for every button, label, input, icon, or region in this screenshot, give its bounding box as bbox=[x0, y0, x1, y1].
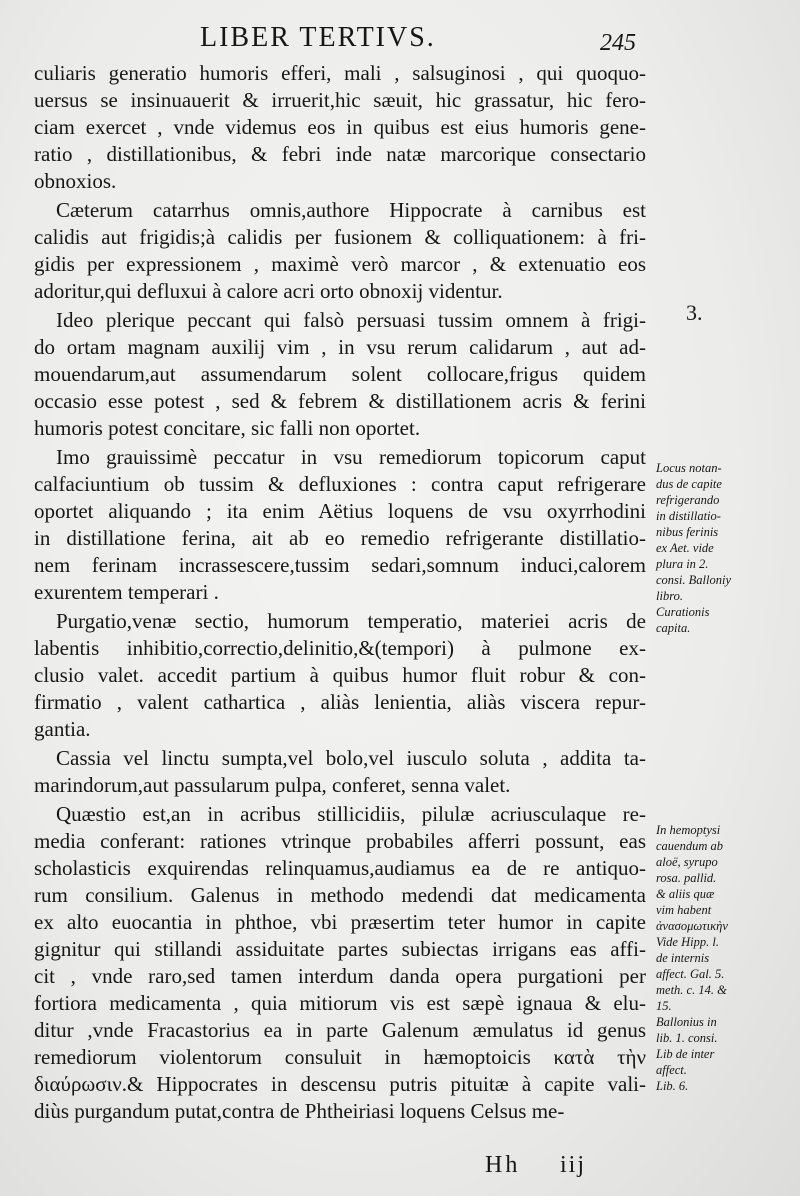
text-line: calidis aut frigidis;à calidis per fusionem & colliquationem: à fri- bbox=[34, 225, 646, 249]
text-line: humoris potest concitare, sic falli non oportet. bbox=[34, 416, 421, 440]
text-line: exurentem temperari . bbox=[34, 580, 219, 604]
margin-note-line: capita. bbox=[656, 621, 691, 635]
margin-note-line: Vide Hipp. l. bbox=[656, 935, 719, 949]
text-line: Quæstio est,an in acribus stillicidiis, pilulæ acriusculaque re- bbox=[56, 802, 646, 826]
margin-note-line: affect. bbox=[656, 1063, 687, 1077]
text-line: labentis inhibitio,correctio,delinitio,&(tempori) à pulmone ex- bbox=[34, 636, 646, 660]
text-line: culiaris generatio humoris efferi, mali , salsuginosi , qui quoquo- bbox=[34, 61, 646, 85]
text-line: nem ferinam incrassescere,tussim sedari,somnum induci,calorem bbox=[34, 553, 646, 577]
margin-note-line: consi. Balloniy bbox=[656, 573, 731, 587]
text-line: ditur ,vnde Fracastorius ea in parte Galenum æmulatus id genus bbox=[34, 1018, 646, 1042]
page-number: 245 bbox=[600, 30, 636, 56]
text-line: uersus se insinuauerit & irruerit,hic sæuit, hic grassatur, hic fero- bbox=[34, 88, 646, 112]
text-line: Cæterum catarrhus omnis,authore Hippocrate à carnibus est bbox=[56, 198, 646, 222]
margin-note-line: lib. 1. consi. bbox=[656, 1031, 718, 1045]
margin-note-line: refrigerando bbox=[656, 493, 720, 507]
text-line: Cassia vel linctu sumpta,vel bolo,vel iusculo soluta , addita ta- bbox=[56, 746, 646, 770]
margin-note-line: meth. c. 14. & bbox=[656, 983, 727, 997]
main-text-column bbox=[34, 60, 646, 1127]
margin-note-line: Lib. 6. bbox=[656, 1079, 689, 1093]
paragraph bbox=[34, 444, 646, 606]
text-line: remediorum violentorum consuluit in hæmoptoicis κατὰ τὴν bbox=[34, 1045, 646, 1069]
margin-note-line: dus de capite bbox=[656, 477, 722, 491]
margin-note-line: aloë, syrupo bbox=[656, 855, 718, 869]
text-line: adoritur,qui defluxui à calore acri orto obnoxij videntur. bbox=[34, 279, 503, 303]
margin-note-line: In hemoptysi bbox=[656, 823, 721, 837]
text-line: do ortam magnam auxilij vim , in vsu rerum calidarum , aut ad- bbox=[34, 335, 646, 359]
margin-note-line: Locus notan- bbox=[656, 461, 722, 475]
margin-note-line: 15. bbox=[656, 999, 672, 1013]
text-line: fortiora medicamenta , quia mitiorum vis est sæpè ignaua & elu- bbox=[34, 991, 646, 1015]
text-line: firmatio , valent cathartica , aliàs lenientia, aliàs viscera repur- bbox=[34, 690, 646, 714]
running-title: LIBER TERTIVS. bbox=[200, 22, 436, 53]
text-line: ratio , distillationibus, & febri inde natæ marcorique consectario bbox=[34, 142, 646, 166]
margin-note-line: & aliis quæ bbox=[656, 887, 715, 901]
text-line: rum consilium. Galenus in methodo medendi dat medicamenta bbox=[34, 883, 646, 907]
text-line: scholasticis exquirendas relinquamus,audiamus ea de re antiquo- bbox=[34, 856, 646, 880]
text-line: clusio valet. accedit partium à quibus humor fluit robur & con- bbox=[34, 663, 646, 687]
text-line: occasio esse potest , sed & febrem & distillationem acris & ferini bbox=[34, 389, 646, 413]
text-line: diùs purgandum putat,contra de Phtheiriasi loquens Celsus me- bbox=[34, 1099, 565, 1123]
signature-number: iij bbox=[560, 1152, 587, 1178]
margin-note-line: vim habent bbox=[656, 903, 712, 917]
margin-number: 3. bbox=[686, 300, 703, 325]
paragraph bbox=[34, 197, 646, 305]
text-line: gantia. bbox=[34, 717, 91, 741]
text-line: gignitur qui stillandi assiduitate partes subiectas irrigans eas affi- bbox=[34, 937, 646, 961]
text-line: cit , vnde raro,sed tamen interdum danda opera purgationi per bbox=[34, 964, 646, 988]
signature-mark: Hh bbox=[485, 1152, 521, 1178]
margin-note-line: in distillatio- bbox=[656, 509, 721, 523]
text-line: Ideo plerique peccant qui falsò persuasi tussim omnem à frigi- bbox=[56, 308, 646, 332]
margin-note-locus bbox=[656, 460, 791, 636]
margin-note-line: affect. Gal. 5. bbox=[656, 967, 725, 981]
text-line: Imo grauissimè peccatur in vsu remediorum topicorum caput bbox=[56, 445, 646, 469]
paragraph bbox=[34, 608, 646, 743]
margin-note-line: nibus ferinis bbox=[656, 525, 719, 539]
margin-note-line: Ballonius in bbox=[656, 1015, 717, 1029]
text-line: oportet aliquando ; ita enim Aëtius loquens de vsu oxyrrhodini bbox=[34, 499, 646, 523]
margin-note-line: libro. bbox=[656, 589, 683, 603]
margin-note-line: de internis bbox=[656, 951, 710, 965]
text-line: διαύρωσιν.& Hippocrates in descensu putris pituitæ à capite vali- bbox=[34, 1072, 646, 1096]
margin-note-line: ex Aet. vide bbox=[656, 541, 714, 555]
margin-note-line: plura in 2. bbox=[656, 557, 709, 571]
text-line: calfaciuntium ob tussim & defluxiones : contra caput refrigerare bbox=[34, 472, 646, 496]
margin-note-line: ἀνασομωτικὴν bbox=[656, 919, 728, 933]
text-line: ex alto euocantia in phthoe, vbi præsertim teter humor in capite bbox=[34, 910, 646, 934]
text-line: gidis per expressionem , maximè verò marcor , & extenuatio eos bbox=[34, 252, 646, 276]
text-line: mouendarum,aut assumendarum solent collocare,frigus quidem bbox=[34, 362, 646, 386]
text-line: Purgatio,venæ sectio, humorum temperatio, materiei acris de bbox=[56, 609, 646, 633]
margin-note-line: Lib de inter bbox=[656, 1047, 715, 1061]
text-line: ciam exercet , vnde videmus eos in quibus est eius humoris gene- bbox=[34, 115, 646, 139]
margin-note-line: rosa. pallid. bbox=[656, 871, 717, 885]
paragraph bbox=[34, 307, 646, 442]
text-line: marindorum,aut passularum pulpa, conferet, senna valet. bbox=[34, 773, 511, 797]
paragraph bbox=[34, 60, 646, 195]
margin-note-hemoptysi bbox=[656, 822, 791, 1094]
text-line: media conferant: rationes vtrinque probabiles afferri possunt, eas bbox=[34, 829, 646, 853]
paragraph bbox=[34, 745, 646, 799]
margin-note-line: Curationis bbox=[656, 605, 710, 619]
paragraph bbox=[34, 801, 646, 1125]
text-line: obnoxios. bbox=[34, 169, 117, 193]
text-line: in distillatione ferina, ait ab eo remedio refrigerante distillatio- bbox=[34, 526, 646, 550]
margin-note-line: cauendum ab bbox=[656, 839, 723, 853]
